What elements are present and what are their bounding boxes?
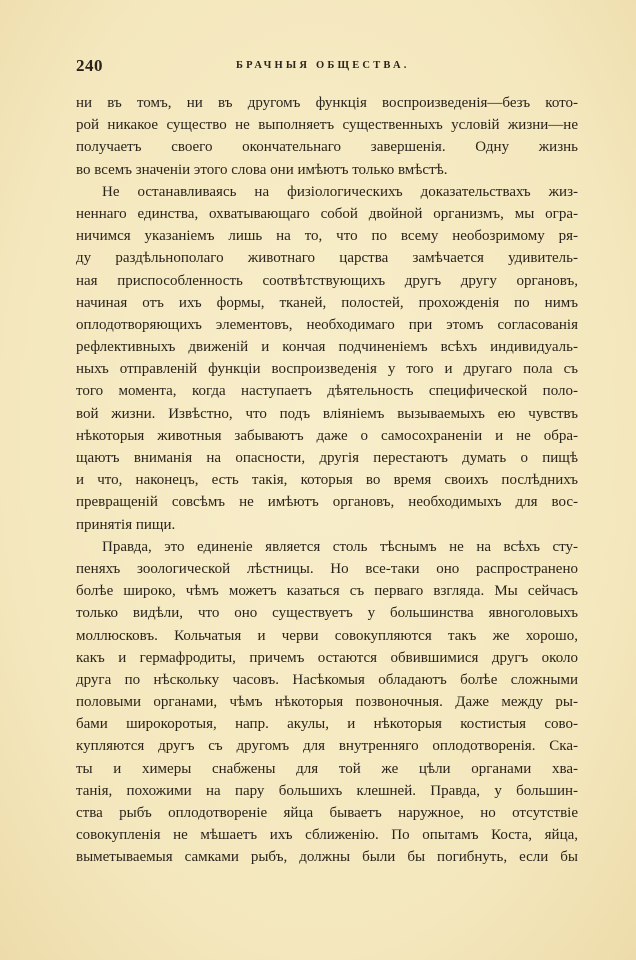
text-line: превращеній совсѣмъ не имѣютъ органовъ, необходимыхъ для вос- xyxy=(76,494,578,511)
text-line: ныхъ отправленій функціи воспроизведенія у того и другаго пола съ xyxy=(76,361,578,378)
text-line: ничимся указаніемъ лишь на то, что по всему необозримому ря- xyxy=(76,228,578,245)
text-line: ду раздѣльнополаго животнаго царства замѣчается удивитель- xyxy=(76,250,578,267)
text-line: начиная отъ ихъ формы, тканей, полостей, прохожденія по нимъ xyxy=(76,294,578,311)
text-line: пеняхъ зоологической лѣстницы. Но все-таки оно распространено xyxy=(76,560,578,577)
text-line: того момента, когда наступаетъ дѣятельность специфической поло- xyxy=(76,383,578,400)
page-number: 240 xyxy=(76,56,103,75)
running-title: БРАЧНЫЯ ОБЩЕСТВА. xyxy=(236,60,410,71)
text-line: вой жизни. Извѣстно, что подъ вліяніемъ вызываемыхъ ею чувствъ xyxy=(76,405,578,422)
text-line: выметываемыя самками рыбъ, должны были бы погибнуть, если бы xyxy=(76,849,578,866)
text-line: неннаго единства, охватывающаго собой двойной организмъ, мы огра- xyxy=(76,205,578,222)
text-line: оплодотворяющихъ элементовъ, необходимаго при этомъ согласованія xyxy=(76,316,578,333)
text-line: ни въ томъ, ни въ другомъ функція воспроизведенія—безъ кото- xyxy=(76,95,578,111)
body-text xyxy=(76,92,578,869)
text-line: и что, наконецъ, есть такія, которыя во время своихъ послѣднихъ xyxy=(76,472,578,489)
text-line: щаютъ вниманія на опасности, другія перестаютъ думать о пищѣ xyxy=(76,450,578,467)
text-line: совокупленія не мѣшаетъ ихъ сближенію. По опытамъ Коста, яйца, xyxy=(76,827,578,844)
text-line: принятія пищи. xyxy=(76,516,176,533)
text-line: во всемъ значеніи этого слова они имѣютъ только вмѣстѣ. xyxy=(76,161,448,178)
text-line: друга по нѣскольку часовъ. Насѣкомыя обладаютъ болѣе сложными xyxy=(76,671,578,688)
page-header xyxy=(76,56,578,78)
text-line: только видѣли, что оно существуетъ у большинства явноголовыхъ xyxy=(76,605,578,622)
text-line: половыми органами, чѣмъ нѣкоторыя позвоночныя. Даже между ры- xyxy=(76,694,578,711)
text-line: ты и химеры снабжены для той же цѣли органами хва- xyxy=(76,760,578,777)
text-line: какъ и гермафродиты, причемъ остаются обвившимися другъ около xyxy=(76,649,578,666)
text-line: рой никакое существо не выполняетъ существенныхъ условій жизни—не получаетъ своего окончательнаго завершенія. Одну жизнь xyxy=(76,117,578,156)
text-line: моллюсковъ. Кольчатыя и черви совокупляются такъ же хорошо, xyxy=(76,627,578,644)
paragraph-first-line: Не останавливаясь на физіологическихъ доказательствахъ жиз- xyxy=(102,183,578,200)
text-line: бами широкоротыя, напр. акулы, и нѣкоторыя костистыя сово- xyxy=(76,716,578,733)
text-line: танія, похожими на пару большихъ клешней. Правда, у большин- xyxy=(76,782,578,799)
text-line: болѣе широко, чѣмъ можетъ казаться съ перваго взгляда. Мы сейчасъ xyxy=(76,583,578,600)
text-line: купляются другъ съ другомъ для внутренняго оплодотворенія. Ска- xyxy=(76,738,578,755)
text-line: ная приспособленность соотвѣтствующихъ другъ другу органовъ, xyxy=(76,272,578,289)
text-line: нѣкоторыя животныя забываютъ даже о самосохраненіи и не обра- xyxy=(76,427,578,444)
text-line: ства рыбъ оплодотвореніе яйца бываетъ наружное, но отсутствіе xyxy=(76,805,578,822)
paragraph-first-line: Правда, это единеніе является столь тѣснымъ не на всѣхъ сту- xyxy=(102,538,578,555)
text-line: рефлективныхъ движеній и кончая подчиненіемъ всѣхъ индивидуаль- xyxy=(76,339,578,356)
